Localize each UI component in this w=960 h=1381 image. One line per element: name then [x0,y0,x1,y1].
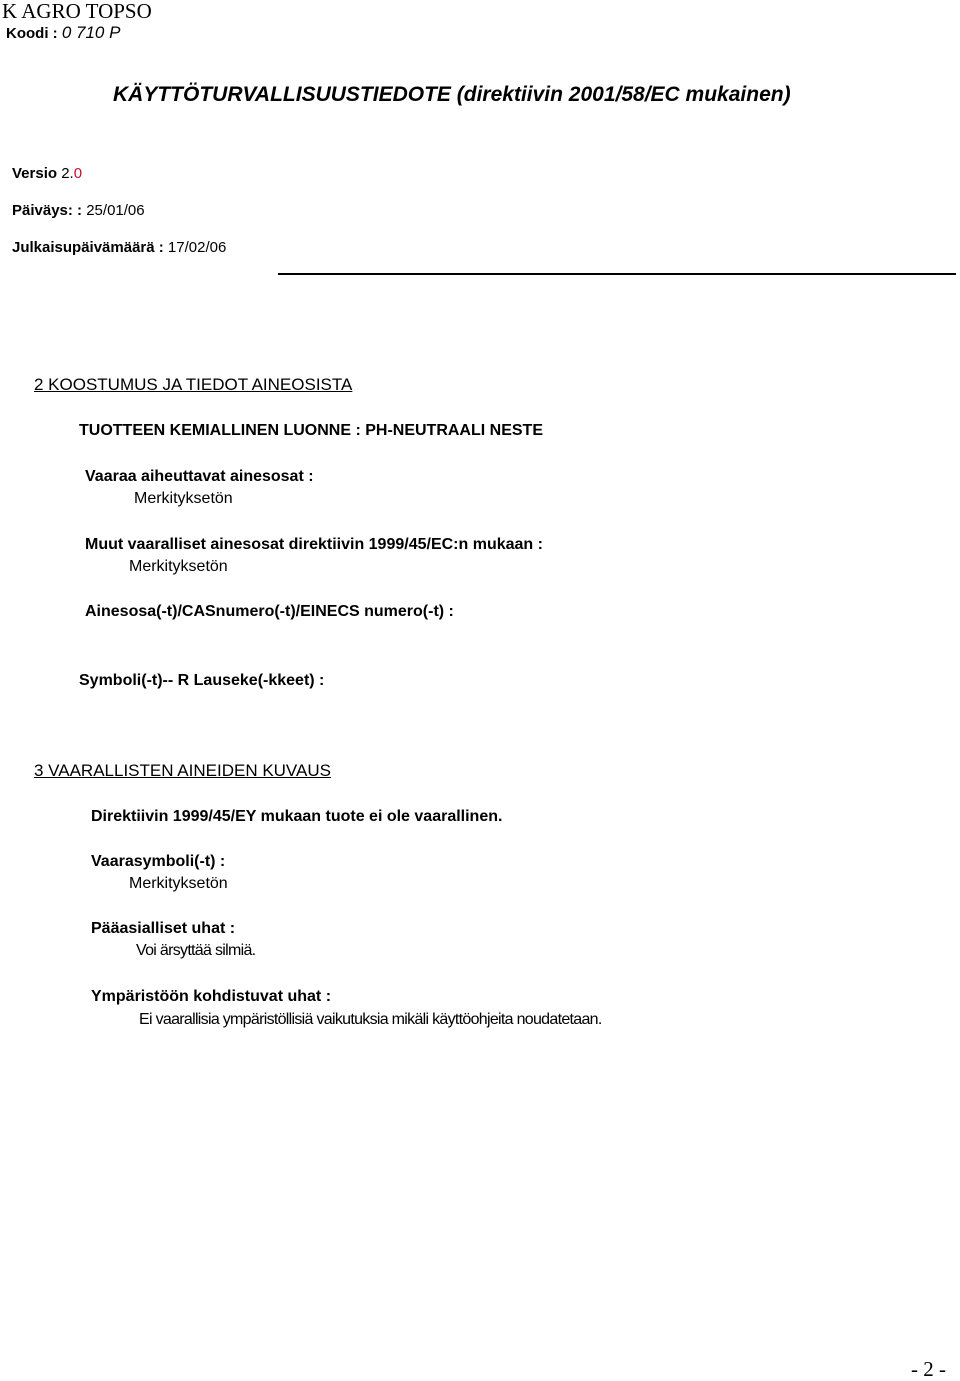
section-2-heading: 2 KOOSTUMUS JA TIEDOT AINEOSISTA [34,375,353,394]
version-label: Versio [12,165,62,182]
company-name: K AGRO TOPSO [2,0,152,23]
header-divider [278,273,956,275]
product-code [6,24,120,43]
environmental-threats-value: Ei vaarallisia ympäristöllisiä vaikutuksia mikäli käyttöohjeita noudatetaan. [139,1011,602,1028]
other-hazardous-value: Merkityksetön [129,558,228,575]
publish-date-row [12,239,226,257]
date-row [12,202,145,220]
version-value-main: 2. [61,165,74,182]
document-title: KÄYTTÖTURVALLISUUSTIEDOTE (direktiivin 2001/58/EC mukainen) [113,83,791,106]
hazard-symbol-value: Merkityksetön [129,875,228,892]
directive-statement: Direktiivin 1999/45/EY mukaan tuote ei ole vaarallinen. [91,808,503,825]
symbol-r-phrase-label: Symboli(-t)-- R Lauseke(-kkeet) : [79,672,325,689]
code-value: 0 710 P [61,23,121,42]
cas-einecs-label: Ainesosa(-t)/CASnumero(-t)/EINECS numero(-t) : [85,603,454,620]
chemical-nature: TUOTTEEN KEMIALLINEN LUONNE : PH-NEUTRAALI NESTE [79,422,543,439]
hazardous-components-label: Vaaraa aiheuttavat ainesosat : [85,468,314,485]
version-row [12,165,82,183]
date-value: 25/01/06 [86,202,145,219]
main-threats-value: Voi ärsyttää silmiä. [136,942,256,959]
code-label: Koodi : [6,25,62,42]
publish-date-value: 17/02/06 [167,239,227,256]
version-value-accent: 0 [73,165,83,182]
hazard-symbol-label: Vaarasymboli(-t) : [91,853,226,870]
other-hazardous-label: Muut vaaralliset ainesosat direktiivin 1999/45/EC:n mukaan : [85,536,543,553]
section-3-heading: 3 VAARALLISTEN AINEIDEN KUVAUS [34,761,331,780]
publish-date-label: Julkaisupäivämäärä : [12,239,168,256]
main-threats-label: Pääasialliset uhat : [91,920,236,937]
date-label: Päiväys: : [12,202,87,219]
environmental-threats-label: Ympäristöön kohdistuvat uhat : [91,988,332,1005]
hazardous-components-value: Merkityksetön [134,490,233,507]
page-number: - 2 - [911,1357,946,1381]
